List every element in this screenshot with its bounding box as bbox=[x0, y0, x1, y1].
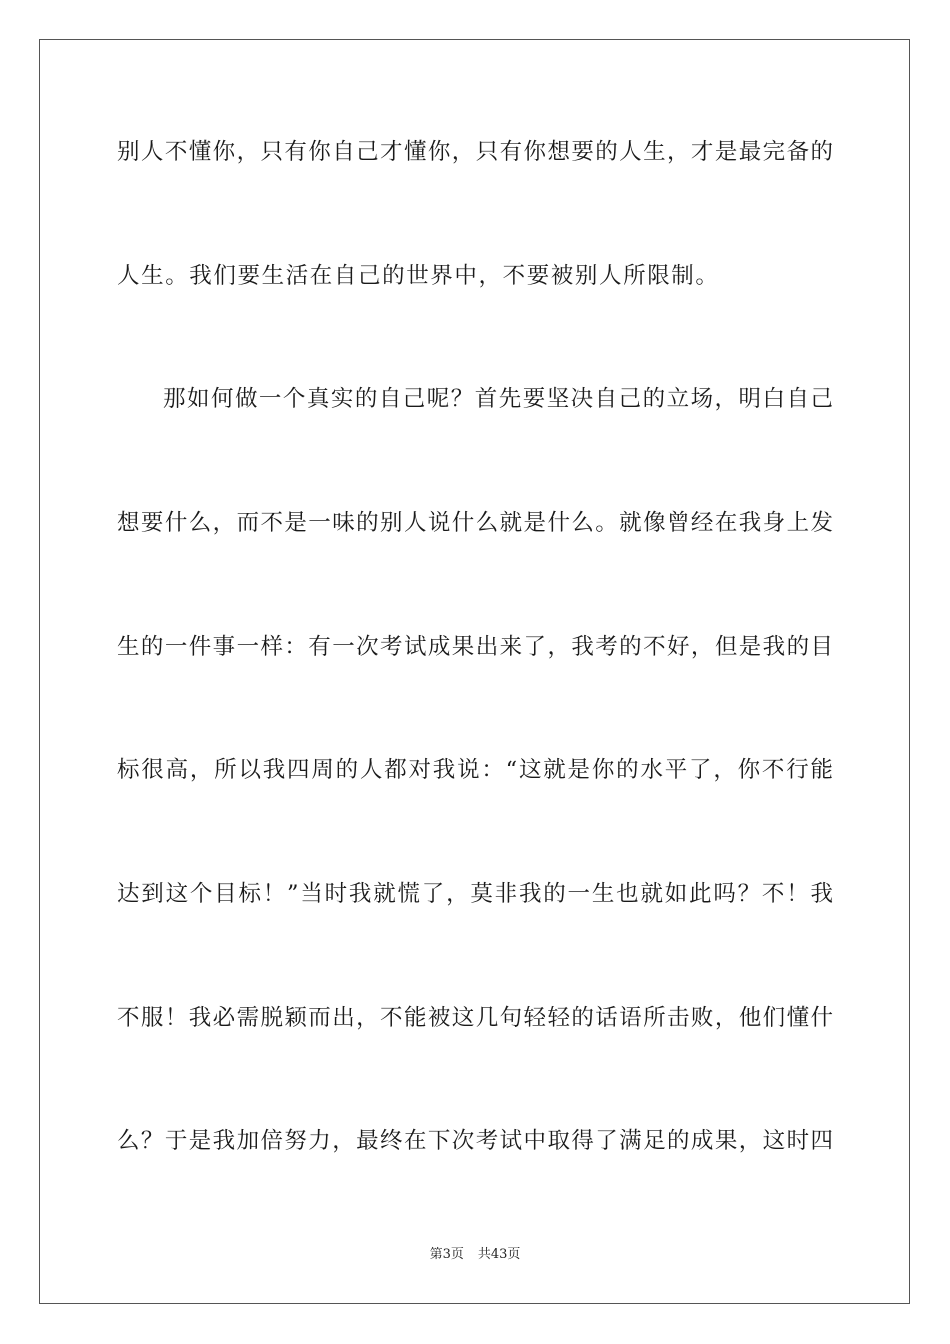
text-line-6: 标很高，所以我四周的人都对我说：“这就是你的水平了，你不行能 bbox=[117, 757, 833, 783]
text-line-5: 生的一件事一样：有一次考试成果出来了，我考的不好，但是我的目 bbox=[117, 634, 833, 660]
page-total: 共43页 bbox=[477, 1247, 521, 1262]
text-line-7: 达到这个目标！”当时我就慌了，莫非我的一生也就如此吗？不！我 bbox=[117, 881, 833, 907]
text-line-3: 那如何做一个真实的自己呢？首先要坚决自己的立场，明白自己 bbox=[163, 386, 833, 412]
page-border bbox=[39, 39, 910, 1304]
text-line-9: 么？于是我加倍努力，最终在下次考试中取得了满足的成果，这时四 bbox=[117, 1128, 833, 1154]
text-line-1: 别人不懂你，只有你自己才懂你，只有你想要的人生，才是最完备的 bbox=[117, 139, 833, 165]
text-line-2: 人生。我们要生活在自己的世界中，不要被别人所限制。 bbox=[117, 263, 720, 289]
text-line-8: 不服！我必需脱颖而出，不能被这几句轻轻的话语所击败，他们懂什 bbox=[117, 1005, 833, 1031]
page-footer bbox=[0, 1246, 950, 1264]
text-line-4: 想要什么，而不是一味的别人说什么就是什么。就像曾经在我身上发 bbox=[117, 510, 833, 536]
page-number: 第3页 bbox=[429, 1247, 464, 1262]
